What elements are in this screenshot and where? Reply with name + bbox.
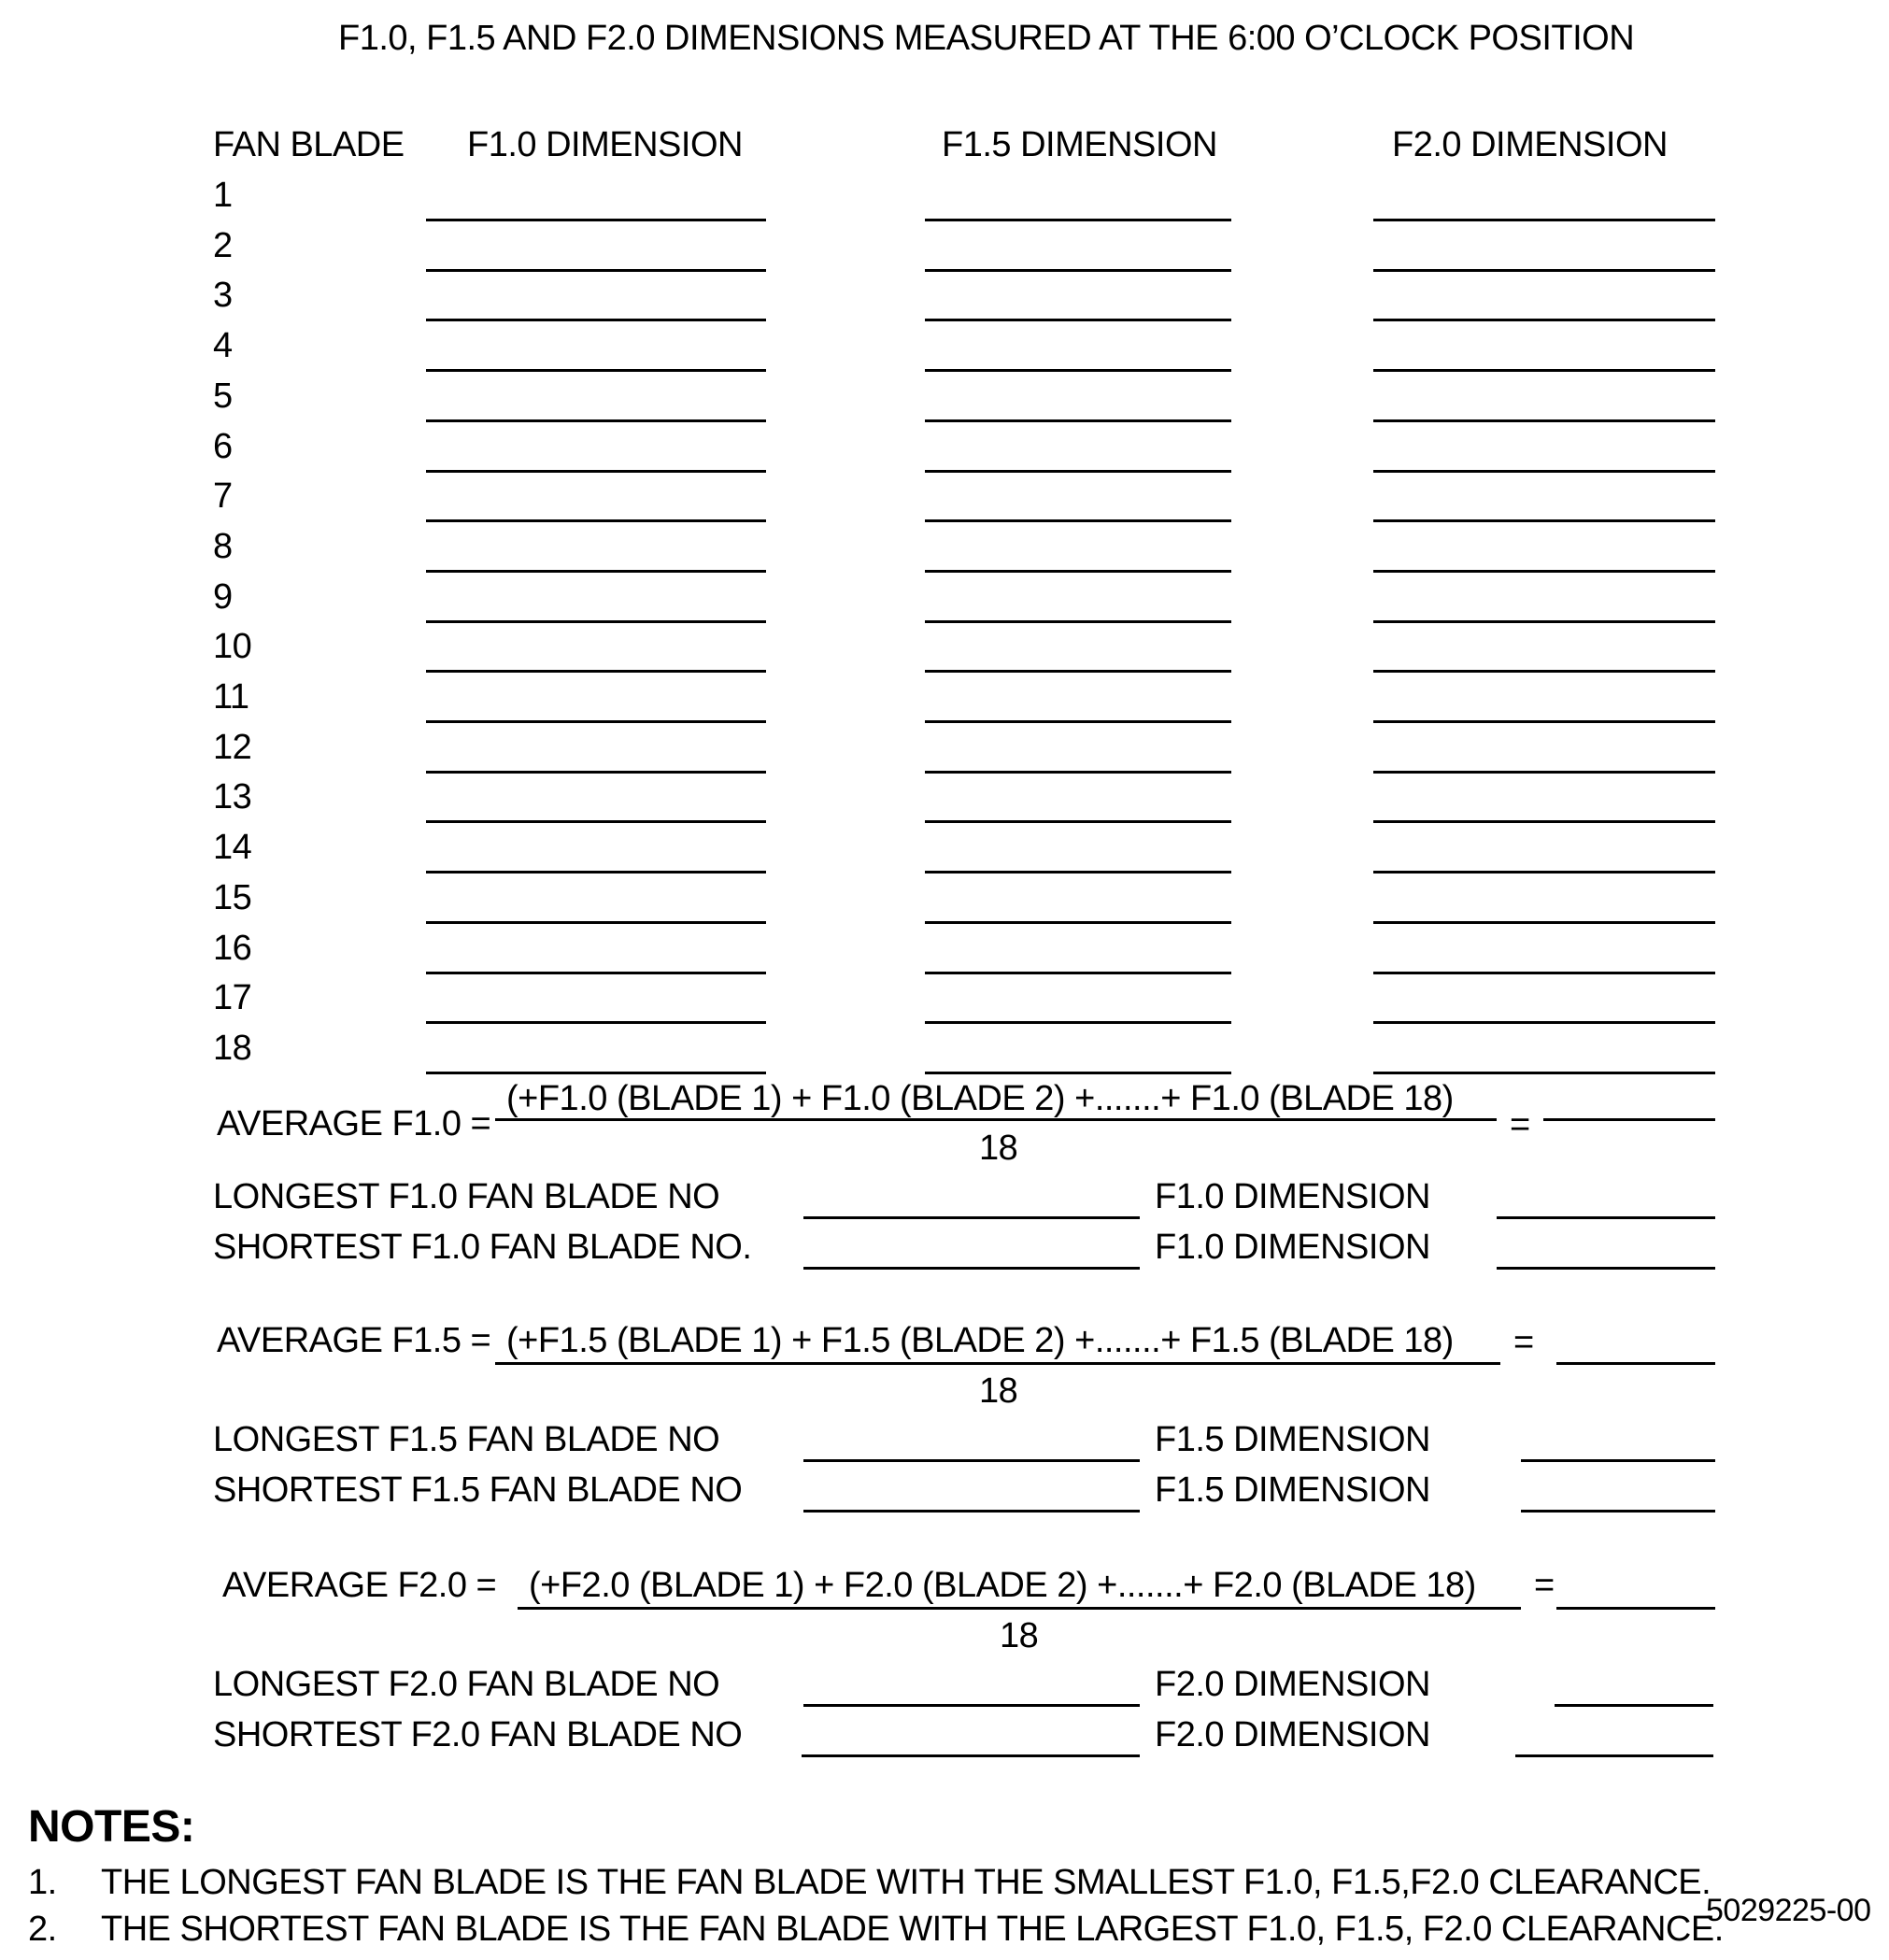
blade-f10-input[interactable] [426,269,766,272]
shortest-f10-blade-input[interactable] [803,1267,1140,1270]
blade-f20-input[interactable] [1373,369,1715,372]
notes-title: NOTES: [28,1802,195,1852]
header-f20-dimension: F2.0 DIMENSION [1392,125,1668,164]
shortest-f20-dim-input[interactable] [1515,1754,1713,1757]
average-f20-numerator: (+F2.0 (BLADE 1) + F2.0 (BLADE 2) +.......+ F2.0 (BLADE 18) [529,1566,1476,1605]
longest-f20-blade-input[interactable] [803,1704,1140,1707]
longest-f10-dim-label: F1.0 DIMENSION [1155,1177,1430,1216]
blade-f20-input[interactable] [1373,620,1715,623]
equals-sign: = [1534,1566,1555,1605]
shortest-f10-dim-label: F1.0 DIMENSION [1155,1228,1430,1267]
blade-number: 4 [213,326,233,365]
blade-f20-input[interactable] [1373,1021,1715,1024]
average-f15-numerator: (+F1.5 (BLADE 1) + F1.5 (BLADE 2) +.......+ F1.5 (BLADE 18) [506,1321,1454,1360]
fraction-bar [518,1607,1521,1610]
blade-f10-input[interactable] [426,570,766,573]
fraction-bar [495,1118,1497,1121]
blade-f20-input[interactable] [1373,1072,1715,1074]
blade-f10-input[interactable] [426,820,766,823]
blade-f15-input[interactable] [925,921,1231,924]
longest-f20-dim-label: F2.0 DIMENSION [1155,1665,1430,1704]
blade-f10-input[interactable] [426,419,766,422]
blade-f15-input[interactable] [925,369,1231,372]
blade-f20-input[interactable] [1373,871,1715,873]
equals-sign: = [1513,1323,1534,1362]
blade-f20-input[interactable] [1373,470,1715,473]
blade-f20-input[interactable] [1373,319,1715,321]
blade-f15-input[interactable] [925,820,1231,823]
blade-f10-input[interactable] [426,972,766,974]
blade-f20-input[interactable] [1373,419,1715,422]
blade-f20-input[interactable] [1373,219,1715,221]
page-title: F1.0, F1.5 AND F2.0 DIMENSIONS MEASURED AT THE 6:00 O’CLOCK POSITION [338,19,1635,58]
blade-f10-input[interactable] [426,871,766,873]
blade-f15-input[interactable] [925,771,1231,774]
longest-f20-label: LONGEST F2.0 FAN BLADE NO [213,1665,720,1704]
blade-number: 12 [213,728,252,767]
blade-number: 17 [213,978,252,1017]
blade-f20-input[interactable] [1373,771,1715,774]
blade-f10-input[interactable] [426,720,766,723]
blade-number: 7 [213,476,233,516]
shortest-f15-dim-label: F1.5 DIMENSION [1155,1470,1430,1510]
blade-number: 11 [213,677,249,717]
equals-sign: = [1510,1105,1530,1144]
average-f15-label: AVERAGE F1.5 = [217,1321,491,1360]
blade-f15-input[interactable] [925,269,1231,272]
fraction-bar [495,1362,1500,1365]
average-f10-denominator: 18 [979,1129,1018,1168]
blade-f10-input[interactable] [426,369,766,372]
blade-number: 10 [213,627,252,666]
blade-f20-input[interactable] [1373,820,1715,823]
average-f20-label: AVERAGE F2.0 = [222,1566,497,1605]
blade-f15-input[interactable] [925,419,1231,422]
blade-number: 3 [213,276,233,315]
shortest-f10-dim-input[interactable] [1497,1267,1715,1270]
average-f20-input[interactable] [1556,1607,1715,1610]
longest-f15-blade-input[interactable] [803,1459,1140,1462]
blade-f15-input[interactable] [925,1072,1231,1074]
blade-number: 16 [213,929,252,968]
average-f20-denominator: 18 [1000,1616,1039,1655]
blade-f15-input[interactable] [925,1021,1231,1024]
average-f10-label: AVERAGE F1.0 = [217,1104,491,1143]
average-f10-numerator: (+F1.0 (BLADE 1) + F1.0 (BLADE 2) +.......+ F1.0 (BLADE 18) [506,1079,1454,1118]
longest-f10-blade-input[interactable] [803,1216,1140,1219]
longest-f15-dim-label: F1.5 DIMENSION [1155,1420,1430,1459]
note-number: 2. [28,1910,57,1949]
blade-f10-input[interactable] [426,470,766,473]
blade-f10-input[interactable] [426,620,766,623]
blade-number: 8 [213,527,233,566]
blade-f20-input[interactable] [1373,269,1715,272]
header-f15-dimension: F1.5 DIMENSION [942,125,1217,164]
shortest-f15-blade-input[interactable] [803,1510,1140,1513]
blade-f10-input[interactable] [426,921,766,924]
blade-f10-input[interactable] [426,1072,766,1074]
blade-f20-input[interactable] [1373,570,1715,573]
blade-f15-input[interactable] [925,972,1231,974]
blade-f10-input[interactable] [426,1021,766,1024]
header-fan-blade: FAN BLADE [213,125,405,164]
shortest-f10-label: SHORTEST F1.0 FAN BLADE NO. [213,1228,752,1267]
blade-f10-input[interactable] [426,771,766,774]
blade-f10-input[interactable] [426,519,766,522]
longest-f10-dim-input[interactable] [1497,1216,1715,1219]
shortest-f15-dim-input[interactable] [1521,1510,1715,1513]
average-f15-input[interactable] [1556,1362,1715,1365]
blade-number: 2 [213,226,233,265]
blade-f15-input[interactable] [925,720,1231,723]
blade-f10-input[interactable] [426,219,766,221]
shortest-f20-label: SHORTEST F2.0 FAN BLADE NO [213,1715,743,1754]
blade-number: 6 [213,427,233,466]
blade-f15-input[interactable] [925,219,1231,221]
longest-f10-label: LONGEST F1.0 FAN BLADE NO [213,1177,720,1216]
blade-f20-input[interactable] [1373,972,1715,974]
blade-f15-input[interactable] [925,319,1231,321]
blade-f15-input[interactable] [925,519,1231,522]
blade-f10-input[interactable] [426,319,766,321]
note-text: THE LONGEST FAN BLADE IS THE FAN BLADE WITH THE SMALLEST F1.0, F1.5,F2.0 CLEARANCE. [101,1863,1711,1902]
note-text: THE SHORTEST FAN BLADE IS THE FAN BLADE WITH THE LARGEST F1.0, F1.5, F2.0 CLEARANCE. [101,1910,1724,1949]
average-f10-input[interactable] [1543,1118,1715,1121]
blade-f15-input[interactable] [925,570,1231,573]
blade-number: 14 [213,828,252,867]
blade-f10-input[interactable] [426,670,766,673]
blade-f15-input[interactable] [925,620,1231,623]
shortest-f20-blade-input[interactable] [802,1754,1140,1757]
blade-f15-input[interactable] [925,871,1231,873]
shortest-f15-label: SHORTEST F1.5 FAN BLADE NO [213,1470,743,1510]
blade-number: 13 [213,777,252,817]
figure-number: 5029225-00 [1706,1893,1871,1928]
shortest-f20-dim-label: F2.0 DIMENSION [1155,1715,1430,1754]
note-number: 1. [28,1863,57,1902]
blade-number: 1 [213,176,233,215]
longest-f15-label: LONGEST F1.5 FAN BLADE NO [213,1420,720,1459]
average-f15-denominator: 18 [979,1371,1018,1411]
blade-number: 15 [213,878,252,917]
blade-f15-input[interactable] [925,470,1231,473]
blade-f20-input[interactable] [1373,670,1715,673]
blade-f20-input[interactable] [1373,720,1715,723]
blade-number: 18 [213,1029,252,1068]
header-f10-dimension: F1.0 DIMENSION [467,125,743,164]
longest-f20-dim-input[interactable] [1555,1704,1713,1707]
blade-number: 5 [213,376,233,416]
blade-f15-input[interactable] [925,670,1231,673]
blade-number: 9 [213,577,233,617]
longest-f15-dim-input[interactable] [1521,1459,1715,1462]
blade-f20-input[interactable] [1373,519,1715,522]
blade-f20-input[interactable] [1373,921,1715,924]
